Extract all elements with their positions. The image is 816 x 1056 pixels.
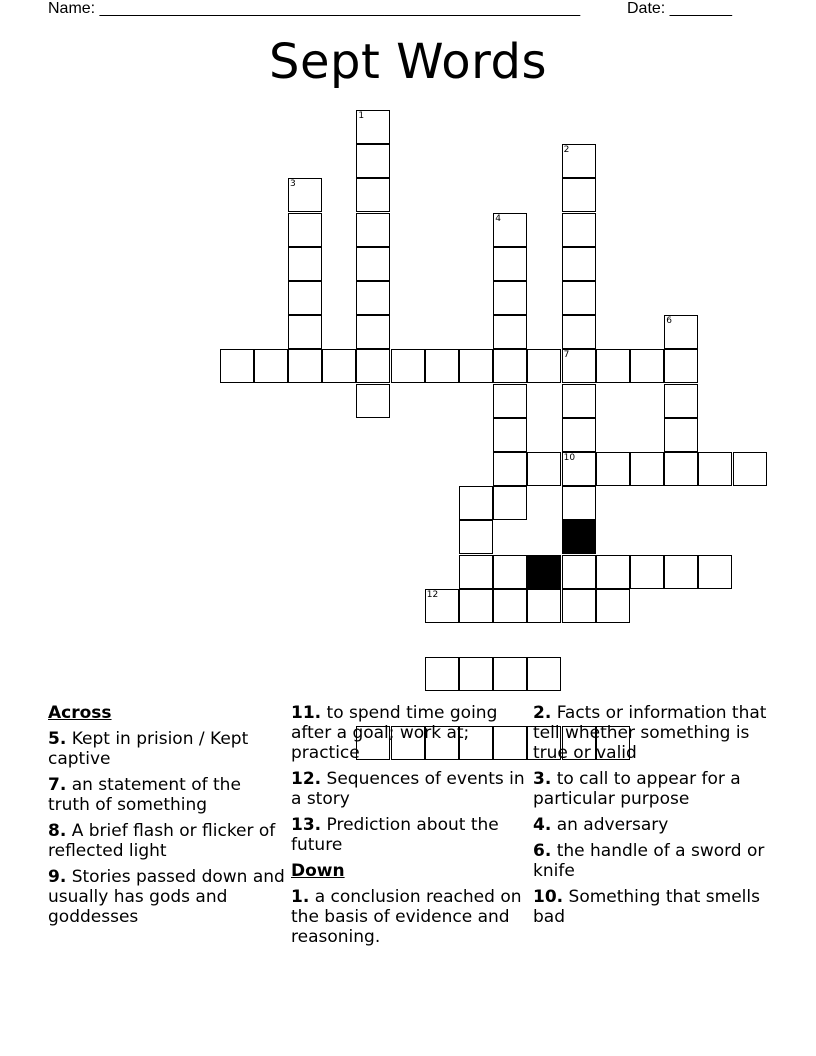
- grid-cell[interactable]: [562, 384, 596, 418]
- clue: [48, 729, 288, 769]
- clue-text: Sequences of events in a story: [291, 769, 525, 809]
- grid-cell[interactable]: [356, 110, 390, 144]
- clue-num: 4.: [533, 815, 552, 835]
- grid-cell[interactable]: [356, 349, 390, 383]
- clue-num: 8.: [48, 821, 67, 841]
- clue-text: Stories passed down and usually has gods and goddesses: [48, 867, 285, 927]
- grid-cell[interactable]: [425, 349, 459, 383]
- grid-cell[interactable]: [493, 657, 527, 691]
- grid-cell[interactable]: [562, 281, 596, 315]
- grid-cell[interactable]: [664, 452, 698, 486]
- grid-cell[interactable]: [493, 555, 527, 589]
- grid-cell[interactable]: [562, 555, 596, 589]
- grid-cell[interactable]: [562, 349, 596, 383]
- clue-num: 3.: [533, 769, 552, 789]
- grid-cell[interactable]: [527, 657, 561, 691]
- grid-cell[interactable]: [493, 486, 527, 520]
- clue-num: 12.: [291, 769, 322, 789]
- grid-cell[interactable]: [459, 349, 493, 383]
- grid-cell[interactable]: [596, 589, 630, 623]
- clue-num: 9.: [48, 867, 67, 887]
- grid-cell[interactable]: [562, 418, 596, 452]
- clue-text: Kept in prision / Kept captive: [48, 729, 249, 769]
- grid-cell[interactable]: [527, 452, 561, 486]
- clue-text: to call to appear for a particular purpose: [533, 769, 741, 809]
- grid-cell[interactable]: [356, 315, 390, 349]
- grid-cell[interactable]: [562, 247, 596, 281]
- clue-number: 7: [563, 350, 570, 361]
- grid-cell[interactable]: [596, 555, 630, 589]
- grid-cell[interactable]: [562, 178, 596, 212]
- grid-cell[interactable]: [698, 555, 732, 589]
- clue-num: 10.: [533, 887, 564, 907]
- grid-cell[interactable]: [459, 520, 493, 554]
- grid-cell[interactable]: [664, 418, 698, 452]
- grid-cell[interactable]: [493, 589, 527, 623]
- clue: [48, 775, 288, 815]
- clue-text: Something that smells bad: [533, 887, 760, 927]
- grid-cell[interactable]: [493, 349, 527, 383]
- clue: [291, 815, 531, 855]
- grid-cell[interactable]: [459, 657, 493, 691]
- grid-cell[interactable]: [459, 486, 493, 520]
- grid-cell[interactable]: [562, 315, 596, 349]
- clue-num: 13.: [291, 815, 322, 835]
- clues-column-1: [48, 703, 288, 933]
- clues-column-3: [533, 703, 783, 933]
- clue-text: Prediction about the future: [291, 815, 499, 855]
- grid-cell[interactable]: [562, 589, 596, 623]
- black-square: [562, 520, 596, 554]
- grid-cell[interactable]: [493, 452, 527, 486]
- clue: [48, 821, 288, 861]
- clue-num: 11.: [291, 703, 322, 723]
- grid-cell[interactable]: [630, 555, 664, 589]
- clues-column-2: [291, 703, 531, 953]
- clue: [291, 769, 531, 809]
- clue-text: an statement of the truth of something: [48, 775, 241, 815]
- grid-cell[interactable]: [288, 315, 322, 349]
- name-field-label: Name: ______________________________________________________: [48, 0, 581, 17]
- clue-number: 3: [290, 179, 296, 190]
- grid-cell[interactable]: [664, 555, 698, 589]
- clue-num: 6.: [533, 841, 552, 861]
- puzzle-title: Sept Words: [269, 34, 547, 90]
- clue-number: 6: [666, 316, 672, 327]
- grid-cell[interactable]: [254, 349, 288, 383]
- clue-text: the handle of a sword or knife: [533, 841, 765, 881]
- date-field-label: Date: _______: [627, 0, 732, 17]
- clue: [291, 887, 531, 947]
- clue: [291, 703, 531, 763]
- grid-cell[interactable]: [664, 315, 698, 349]
- grid-cell[interactable]: [562, 144, 596, 178]
- grid-cell[interactable]: [664, 384, 698, 418]
- clue-number: 10: [563, 453, 576, 463]
- grid-cell[interactable]: [288, 213, 322, 247]
- grid-cell[interactable]: [288, 281, 322, 315]
- clue-text: a conclusion reached on the basis of evidence and reasoning.: [291, 887, 522, 947]
- grid-cell[interactable]: [288, 349, 322, 383]
- grid-cell[interactable]: [356, 178, 390, 212]
- grid-cell[interactable]: [425, 657, 459, 691]
- grid-cell[interactable]: [493, 315, 527, 349]
- clue-num: 5.: [48, 729, 67, 749]
- grid-cell[interactable]: [356, 247, 390, 281]
- across-heading: Across: [48, 703, 112, 723]
- grid-cell[interactable]: [220, 349, 254, 383]
- grid-cell[interactable]: [596, 349, 630, 383]
- grid-cell[interactable]: [356, 384, 390, 418]
- clue: [533, 815, 783, 835]
- grid-cell[interactable]: [698, 452, 732, 486]
- grid-cell[interactable]: [596, 452, 630, 486]
- clue-text: Facts or information that tell whether something is true or valid: [533, 703, 767, 763]
- grid-cell[interactable]: [562, 452, 596, 486]
- grid-cell[interactable]: [459, 555, 493, 589]
- grid-cell[interactable]: [356, 281, 390, 315]
- clue-number: 12: [426, 589, 439, 600]
- clue: [533, 841, 783, 881]
- clue-num: 7.: [48, 775, 67, 795]
- down-heading: Down: [291, 861, 345, 881]
- clue-number: 4: [495, 213, 501, 224]
- clue: [533, 703, 783, 763]
- grid-cell[interactable]: [493, 384, 527, 418]
- grid-cell[interactable]: [527, 589, 561, 623]
- grid-cell[interactable]: [459, 589, 493, 623]
- grid-cell[interactable]: [630, 452, 664, 486]
- grid-cell[interactable]: [562, 486, 596, 520]
- clue-text: an adversary: [556, 815, 669, 835]
- grid-cell[interactable]: [493, 281, 527, 315]
- grid-cell[interactable]: [664, 349, 698, 383]
- clue-text: A brief flash or flicker of reflected light: [48, 821, 276, 861]
- clue-number: 2: [563, 145, 570, 156]
- clue-number: 1: [358, 111, 365, 121]
- grid-cell[interactable]: [322, 349, 356, 383]
- clue-text: to spend time going after a goal; work at; practice: [291, 703, 498, 763]
- grid-cell[interactable]: [356, 213, 390, 247]
- clue: [533, 769, 783, 809]
- grid-cell[interactable]: [493, 247, 527, 281]
- grid-cell[interactable]: [733, 452, 767, 486]
- clue-num: 1.: [291, 887, 310, 907]
- clue: [533, 887, 783, 927]
- grid-cell[interactable]: [288, 178, 322, 212]
- grid-cell[interactable]: [527, 349, 561, 383]
- grid-cell[interactable]: [391, 349, 425, 383]
- grid-cell[interactable]: [493, 418, 527, 452]
- clue: [48, 867, 288, 927]
- grid-cell[interactable]: [425, 589, 459, 623]
- grid-cell[interactable]: [356, 144, 390, 178]
- grid-cell[interactable]: [288, 247, 322, 281]
- grid-cell[interactable]: [630, 349, 664, 383]
- clue-num: 2.: [533, 703, 552, 723]
- grid-cell[interactable]: [493, 213, 527, 247]
- grid-cell[interactable]: [562, 213, 596, 247]
- black-square: [527, 555, 561, 589]
